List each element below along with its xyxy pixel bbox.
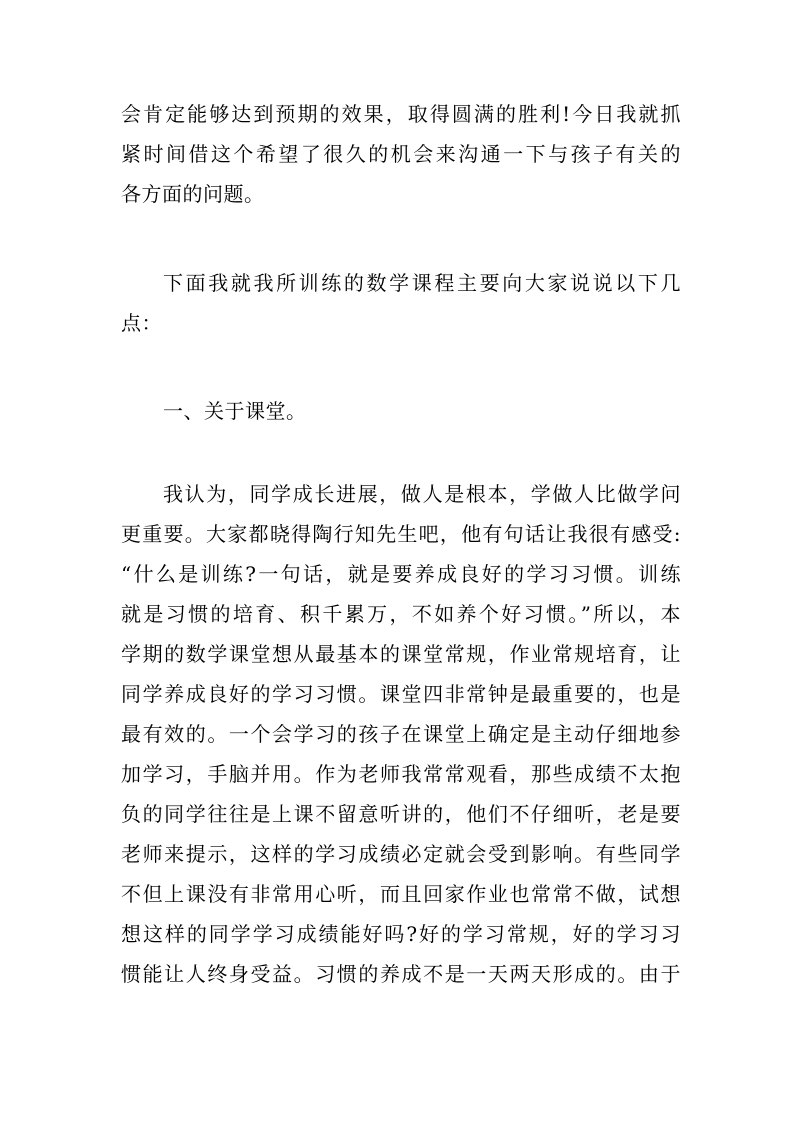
paragraph-topics-intro <box>121 263 681 343</box>
text-line: 各方面的问题。 <box>121 182 265 206</box>
text-line: 就是习惯的培育、积千累万，不如养个好习惯。”所以，本 <box>121 602 681 626</box>
paragraph-intro-continued <box>121 94 681 214</box>
text-line: 我认为，同学成长进展，做人是根本，学做人比做学问 <box>163 482 681 506</box>
text-line: 同学养成良好的学习习惯。课堂四非常钟是最重要的，也是 <box>121 682 681 706</box>
text-line: 更重要。大家都晓得陶行知先生吧，他有句话让我很有感受: <box>121 522 681 546</box>
text-line: 最有效的。一个会学习的孩子在课堂上确定是主动仔细地参 <box>121 722 681 746</box>
text-line: 想这样的同学学习成绩能好吗?好的学习常规，好的学习习 <box>121 922 681 946</box>
text-line: 老师来提示，这样的学习成绩必定就会受到影响。有些同学 <box>121 842 681 866</box>
paragraph-classroom-body <box>121 474 681 994</box>
text-line: 不但上课没有非常用心听，而且回家作业也常常不做，试想 <box>121 882 681 906</box>
text-line: 紧时间借这个希望了很久的机会来沟通一下与孩子有关的 <box>121 142 681 166</box>
text-line: 学期的数学课堂想从最基本的课堂常规，作业常规培育，让 <box>121 642 681 666</box>
text-line: 加学习，手脑并用。作为老师我常常观看，那些成绩不太抱 <box>121 762 681 786</box>
text-line: 会肯定能够达到预期的效果，取得圆满的胜利!今日我就抓 <box>121 102 681 126</box>
text-line: 点： <box>121 311 162 335</box>
text-line: 下面我就我所训练的数学课程主要向大家说说以下几 <box>163 271 681 295</box>
section-heading: 一、关于课堂。 <box>163 399 307 423</box>
text-line: 负的同学往往是上课不留意听讲的，他们不仔细听，老是要 <box>121 802 681 826</box>
section-heading-classroom <box>121 391 681 431</box>
text-line: “什么是训练?一句话，就是要养成良好的学习习惯。训练 <box>121 562 681 586</box>
text-line: 惯能让人终身受益。习惯的养成不是一天两天形成的。由于 <box>121 962 681 986</box>
